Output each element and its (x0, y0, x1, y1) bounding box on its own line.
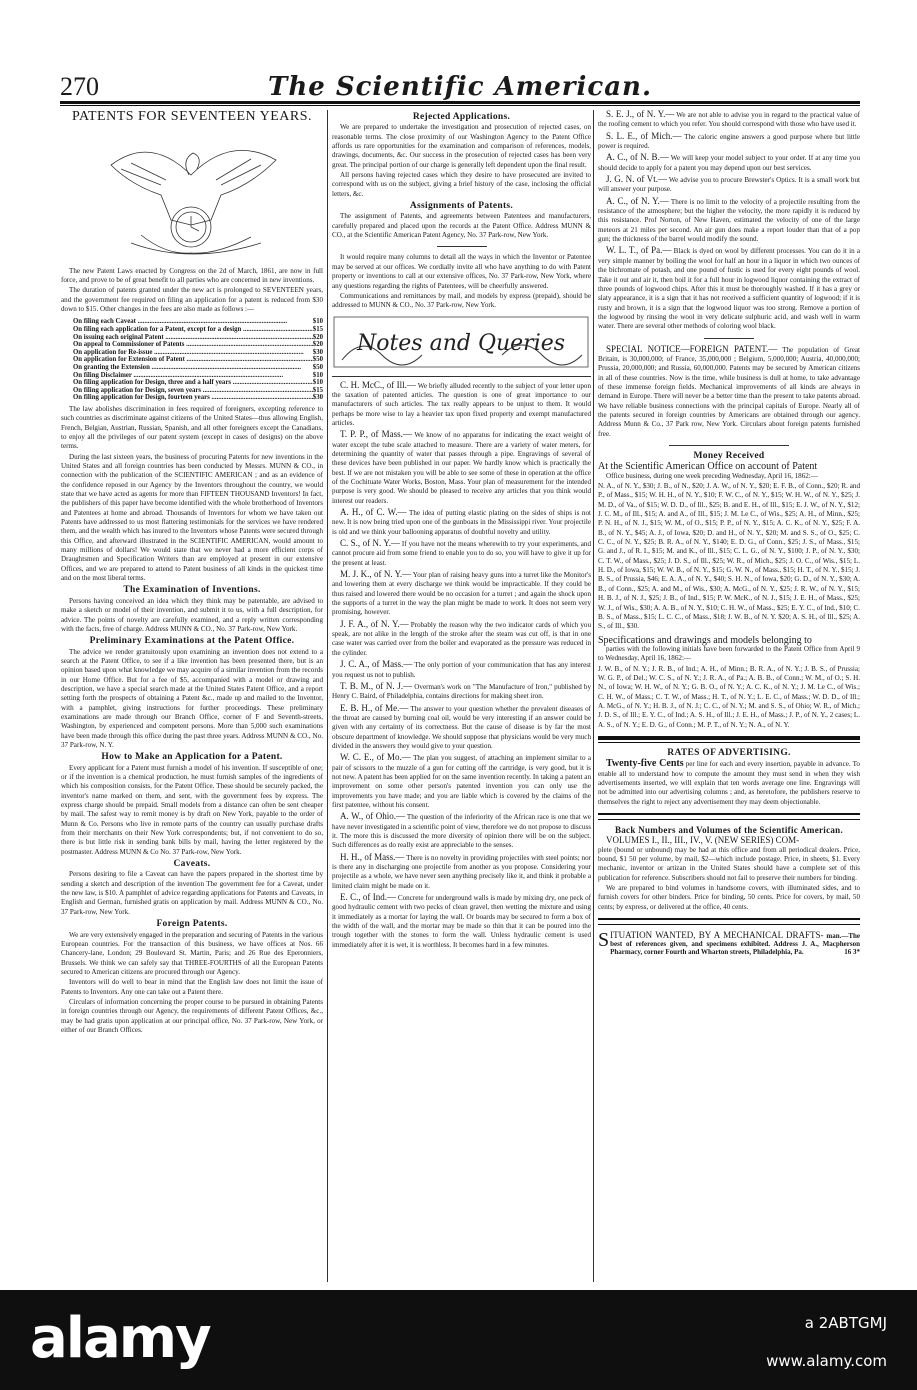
query-answer (332, 539, 591, 568)
query-correspondent: M. J. K., of N. Y.— (340, 569, 412, 580)
sections (332, 113, 591, 240)
column-3: S. E. J., of N. Y.— We are not able to advise you in regard to the practical value of the roofing cement to which you refer. You should correspond with those who have used it. S. L. E., of Mich.— The caloric engine answers a good purpose where but little power is required. A. C., of N. B.— We will keep your model subject to your order. If at any time you should decide to apply for a patent you may depend upon our best services. J. G. N. of Vt.— We advise you to procure Brewster's Optics. It is a small work but will answer your purpose. A. C., of N. Y.— There is no limit to the velocity of a projectile resulting from the resistance of the atmosphere; but the higher the velocity, the more rapidly it is reduced by this resistance. Prof Norton, of New Haven, estimated the velocity of one of the large meteors at 21 miles per second. An air gun does make a report louder than that of a pop gun; the thickness of the barrel would modify the sound. W. L. T., of Pa.— Black is dyed on wool by different processes. You can do it in a very simple manner by boiling the wool for half an hour in a liquor in which two ounces of the bichromate of potash, and one pound of fustic is used for every eight pounds of wool. Take it out and air it, then boil it for a full hour in logwood liquor containing the extract of three pounds of logwood chips. After this it must be thoroughly washed. If it has a grey or slaty appearance, it is a sign that it has not received a sufficient quantity of logwood; if it is rusty and brown, it is a sign that the logwood liquor was too strong. Remove a portion of the logwood by rinsing the wool in very delicate sulphuric acid, and wash well in warm water. There are several other methods of coloring wool black. SPECIAL NOTICE—FOREIGN PATENT.— The population of Great Britain, is 30,000,000; of France, 35,000,000 ; Belgium, 5,000,000; Austria, 40,000,000; Prussia, 20,000,000; and Russia, 60,000,000. Patents may be secured by American citizens in all of these countries. Now is the time, while business is dull at home, to take advantage of these immense foreign fields. Mechanical improvements of all kinds are always in demand in Europe. There will never be a better time than the present to take patents abroad. We have reliable business connections with the principal capitals of Europe. Nearly all of the patents secured in foreign countries by Americans are obtained through our agency. Address Munn & Co., 37 Park row, New York. Circulars about foreign patents furnished free. Money Received At the Scientific American Office on account of Patent Office business, during one week preceding Wednesday, April 16, 1862:— N. A., of N. Y., $30; J. B., of N., $20; J. A. W., of N. Y., $20; E. F. B., of Conn., $20; R. and P., of Mass., $15; W. H. H., of N. Y., $10; F. W. C., of N. Y., $15; W. H. W., of N. Y., $25; J. M. D., of Va., of $15; W. D. D., of Ill., $25; B. and E. H., of Ill., $15; E. J. W., of N. Y., $12; J. C. M., of Ill., $15; A. and A., of Ill., $15; J. M. Le C., of Wis., $25; A. H., of Minn., $25; P. N. H., of N. J., $15; W. M., of O., $15; P. P., of N. Y., $15; A. C. K., of N. Y., $25; F. A. B., of N. Y., $45; A. J., of Iowa, $20; D. and H., of N. Y., $20; M. and S. S., of O., $25; C. C. C., of N. Y., $25; B. R. A., of N. Y., $140; E. D. G., of Conn., $25; J. S., of Mass., $15; G. and J., of R. I., $15; M. and K., of Ill., $15; C. L. G., of N. Y., $100; J. P., of N. Y., $30; C. T. W., of Mass., $25; J. D. S., of Ill., $25; W. R., of Mich., $25; J. O. C., of Wis., $15; L. H. D., of Iowa, $15; W. W. B., of N. Y., $15; G. W. N., of Mass., $15; H. T., of N. Y., $15; J. B. S., of Prussia, $46; E. A. A., of N. Y., $40; S. H. N., of Iowa, $20; G. D., of N. Y., $30; A. B., of Conn., $25; A. and M., of Wis., $30; A. McG., of N. Y., $25; J. R. W., of N. Y., $15; H. B. J., of N. J., $25; J. B., of Ind., $15; P. W. McK., of N. J., $15; J. E. H., of Mass., $25; W. J., of Wis., $30; A. A. B., of N. Y., $10; C. H. W., of Mass., $25; E. Y. C., of Ind., $10; C. B. S., of Mass., $15; L. C. C., of Mass., $18; J. W. B., of N. Y. $20; A. S. H., of Ill., $25; A. S., of Ill., $30. Specifications and drawings and models belonging to parties with the following initials have been forwarded to the Patent Office from April 9 to Wednesday, April 16, 1862:— J. W. B., of N. Y.; J. R. B., of Ind.; A. H., of Minn.; B. R. A., of N. Y.; J. B. S., of Prussia; W. G. P., of Del.; W. C. S., of N. Y.; J. R. A., of Pa.; A. B. B., of Conn.; W. M., of O.; S. H. N., of Iowa; W. H. W., of N. Y.; G. B. O., of N. Y.; A. C. K., of N. Y.; J. M. Le C., of Wis.; C. H. W., of Mass.; C. T. W., of Mass.; H. T., of N. Y.; L. E. C., of Mass.; W. D. D., of Ill.; A. McG., of N. Y.; H. B. J., of N. J.; C. C., of N. Y.; M. and S. S., of Ohio; W. R., of Mich.; J. D. S., of Ill.; E. Y. C., of Ind.; A. S. H., of Ill.; J. E. H., of Mass.; J. P., of N. Y., 2 cases; L. A. S., of N. Y.; E. D. G., of Conn.; M. P. T., of N. Y.; N. A., of N. Y. RATES OF ADVERTISING. Twenty-five Cents per line for each and every insertion, payable in advance. To enable all to understand how to compute the amount they must send in when they wish advertisements inserted, we will explain that ten words average one line. Engravings will not be admitted into our advertising columns ; and, as heretofore, the publishers reserve to themselves the right to reject any advertisement they may deem objectionable. Back Numbers and Volumes of the Scientific American. VOLUMES I., II., III., IV., V. (NEW SERIES) COM- plete (bound or unbound) may be had at this office and from all periodical dealers. Price, bound, $1 50 per volume, by mail, $2—which include postage. Price, in sheets, $1. Every mechanic, inventor or artizan in the United States should have a complete set of this publication for reference. Subscribers should not fail to preserve their numbers for binding. We are prepared to bind volumes in handsome covers, with illuminated sides, and to furnish covers for other binders. Price for binding, 50 cents. Price for covers, by mail, 50 cents; by express, or delivered at the office, 40 cents. S ITUATION WANTED, BY A MECHANICAL DRAFTS- man.—The best of references given, and specimens exhibited. Address J. A., Macpherson Pharmacy, corner Fourth and Wharton streets, Philadelphia, Pa. 16 3* (593, 110, 860, 1282)
query-text: The idea of putting elastic plating on the sides of ships is not new. It is now being tried upon one of the gunboats in the Mississippi river. Your projectile is old and we think your ballooning apparatus of doubtful novelty and utility. (332, 509, 591, 536)
query-correspondent: A. C., of N. B.— (606, 152, 669, 163)
divider (704, 338, 754, 339)
fee-amount: $20 (312, 341, 323, 349)
fee-description: On issuing each original Patent ..... (73, 334, 313, 342)
fee-description: On filing application for Design, seven years ..... (73, 387, 313, 395)
notes-and-queries-banner (332, 315, 591, 377)
money-list: N. A., of N. Y., $30; J. B., of N., $20; J. A. W., of N. Y., $20; E. F. B., of Conn., $20; R. and P., of Mass., $15; W. H. H., of N. Y., $10; F. W. C., of N. Y., $15; W. H. W., of N. Y., $25; J. M. D., of Va., of $15; W. D. D., of Ill., $25; B. and E. H., of Ill., $15; E. J. W., of N. Y., $12; J. C. M., of Ill., $15; A. and A., of Ill., $15; J. M. Le C., of Wis., $25; A. H., of Minn., $25; P. N. H., of N. J., $15; W. M., of O., $15; P. P., of N. Y., $15; A. C. K., of N. Y., $25; F. A. B., of N. Y., $45; A. J., of Iowa, $20; D. and H., of N. Y., $20; M. and S. S., of O., $25; C. C. C., of N. Y., $25; B. R. A., of N. Y., $140; E. D. G., of Conn., $25; J. S., of Mass., $15; G. and J., of R. I., $15; M. and K., of Ill., $15; C. L. G., of N. Y., $100; J. P., of N. Y., $30; C. T. W., of Mass., $25; J. D. S., of Ill., $25; W. R., of Mich., $25; J. O. C., of Wis., $15; L. H. D., of Iowa, $15; W. W. B., of N. Y., $15; G. W. N., of Mass., $15; H. T., of N. Y., $15; J. B. S., of Prussia, $46; E. A. A., of N. Y., $40; S. H. N., of Iowa, $20; G. D., of N. Y., $30; A. B., of Conn., $25; A. and M., of Wis., $30; A. McG., of N. Y., $25; J. R. W., of N. Y., $15; H. B. J., of N. J., $25; J. B., of Ind., $15; P. W. McK., of N. J., $15; J. E. H., of Mass., $25; W. J., of Wis., $30; A. A. B., of N. Y., $10; C. H. W., of Mass., $25; E. Y. C., of Ind., $10; C. B. S., of Mass., $15; L. C. C., of Mass., $18; J. W. B., of N. Y. $20; A. S. H., of Ill., $25; A. S., of Ill., $30. (598, 482, 860, 631)
fee-description: On filing application for Design, three and a half years ..... (73, 379, 313, 387)
section-heading: Preliminary Examinations at the Patent Office. (89, 636, 295, 647)
query-correspondent: J. C. A., of Mass.— (340, 659, 413, 670)
query-correspondent: S. E. J., of N. Y.— (606, 110, 675, 119)
query-answer (332, 381, 591, 429)
section-paragraph: Every applicant for a Patent must furnish a model of his invention. If susceptible of one; or if the invention is a chemical production, he must furnish samples of the ingredients of which his composition consists, for the Patent Office. These should be securely packed, the inventor's name marked on them, and sent, with the government fees by express. The express charge should be prepaid. Small models from a distance can often be sent cheaper by mail. The safest way to remit money is by draft on New York, payable to the order of Munn & Co. Persons who live in remote parts of the country can usually purchase drafts from their merchants on their New York correspondents; but, if not convenient to do so, there is but little risk in sending bank bills by mail, having the letter registered by the postmaster. Address MUNN & Co No. 37 Park-row, New York. (61, 763, 323, 856)
thick-rule (598, 736, 860, 743)
header-rule (60, 101, 860, 106)
query-answer (332, 704, 591, 752)
section-paragraph: Inventors will do well to bear in mind that the English law does not limit the issue of Patents to Inventors. Any one can take out a Patent there. (61, 978, 323, 996)
fee-row (73, 364, 323, 372)
fee-amount: $50 (312, 363, 323, 371)
query-correspondent: J. F. A., of N. Y.— (340, 618, 409, 629)
query-text: The question of the inferiority of the African race is one that we have never investigated in a scientific point of view, therefore we do not propose to discuss it. The more this is discussed the more diversity of opinion there will be on the subject. Such differences as do really exist are appreciable to the senses. (332, 813, 591, 850)
fee-row (73, 379, 323, 387)
query-text: The caloric engine answers a good purpose where but little power is required. (598, 132, 860, 151)
image-id: a 2ABTGMJ www.alamy.com (766, 1314, 887, 1370)
fee-row (73, 387, 323, 395)
query-answer (598, 246, 860, 331)
query-text: Your plan of raising heavy guns into a turret like the Monitor's and lowering them at every discharge we think would be impracticable. If they could be thus raised and lowered there would be no occasion for a turret ; and again the shock upon the supports of a turret in the way the plan might be made to work. It does not seem very promising, however. (332, 571, 591, 617)
section-paragraph: The assignment of Patents, and agreements between Patentees and manufacturers, carefully prepared and placed upon the records at the Patent Office. Address MUNN & CO., at the Scientific American Patent Agency, No. 37 Park-row, New York. (332, 212, 591, 240)
query-correspondent: S. L. E., of Mich.— (606, 130, 682, 141)
section-heading: Assignments of Patents. (409, 201, 514, 212)
query-answer (332, 893, 591, 950)
query-text: Probably the reason why the two indicator cards of which you speak, are not alike in the length of the stroke after the steam was cut off, is that in one case water was carried over from the boiler and evaporated as the pressure was reduced in the cylinder. (332, 620, 591, 657)
query-answer (332, 812, 591, 850)
query-answer (598, 132, 860, 152)
query-text: We know of no apparatus for indicating the exact weight of water except the tube scale attached to measure. There are a variety of water meters, for determining the quantity of water that passes through a pipe. Engravings of several of these devices have been published in our paper. We hardly know which is practically the best. If we are not mistaken you will be able to see some of these in operation at the office of the Cochituate Water Works, Boston, Mass. Your plan of measurement for the intended purpose is very good. We should be pleased to receive any articles that you think would interest our readers. (332, 431, 591, 505)
money-lead: At the Scientific American Office on account of Patent (598, 461, 818, 473)
back-numbers-heading: Back Numbers and Volumes of the Scientific American. (614, 825, 844, 836)
query-answer (332, 853, 591, 891)
rates-text: Twenty-five Cents per line for each and every insertion, payable in advance. To enable all to understand how to compute the amount they must send in when they wish advertisements inserted, we will explain that ten words average one line. Engravings will not be admitted into our advertising columns ; and, as heretofore, the publishers reserve to themselves the right to reject any advertisement they may deem objectionable. (598, 758, 860, 806)
fee-row (73, 334, 323, 342)
query-answer (598, 153, 860, 173)
divider (437, 246, 487, 247)
fee-row (73, 394, 323, 402)
rates-heading: RATES OF ADVERTISING. (667, 747, 791, 758)
page-number: 270 (60, 72, 99, 101)
section-paragraph: Circulars of information concerning the proper course to be pursued in obtaining Patents in foreign countries through our Agency, the requirements of different Patent Offices, &c., may be had gratis upon application at our principal office, No. 37 Park-row, New York, or either of our Branch Offices. (61, 997, 323, 1034)
fee-description: On filing Disclaimer ..... (73, 372, 313, 380)
fee-amount: $10 (312, 379, 323, 387)
query-text: We will keep your model subject to your order. If at any time you should decide to apply for a patent you may depend upon our best services. (598, 154, 860, 172)
section-heading: Foreign Patents. (156, 919, 228, 930)
fee-row (73, 326, 323, 334)
ornament-divider (669, 445, 789, 446)
fee-amount: $50 (312, 356, 323, 364)
masthead: The Scientific American. (267, 72, 653, 102)
section-paragraph: We are very extensively engaged in the preparation and securing of Patents in the various European countries. For the transaction of this business, we have offices at Nos. 66 Chancery-lane, London; 29 Boulevard St. Martin, Paris; and 26 Rue des Eperonniers, Brussels. We think we can safely say that THREE-FOURTHS of all the European Patents secured to American citizens are procured through our Agency. (61, 930, 323, 976)
query-correspondent: A. W., of Ohio.— (340, 811, 405, 822)
query-correspondent: J. G. N. of Vt.— (606, 174, 667, 185)
eagle-illustration (61, 125, 323, 263)
query-text: We are not able to advise you in regard to the practical value of the roofing cement to which you refer. You should correspond with those who have used it. (598, 111, 860, 129)
rule (598, 813, 860, 820)
fee-amount: $10 (312, 318, 323, 326)
rule (598, 918, 860, 925)
query-correspondent: W. C. E., of Mo.— (340, 752, 411, 763)
situation-wanted-ad: S ITUATION WANTED, BY A MECHANICAL DRAFTS- man.—The best of references given, and specimens exhibited. Address J. A., Macpherson Pharmacy, corner Fourth and Wharton streets, Philadelphia, Pa. 16 3* (598, 929, 860, 957)
query-text: We advise you to procure Brewster's Optics. It is a small work but will answer your purpose. (598, 176, 860, 194)
column-2: Rejected Applications. We are prepared to undertake the investigation and prosecution of rejected cases, on reasonable terms. The close proximity of our Washington Agency to the Patent Office affords us rare opportunities for the examination and comparison of references, models, drawings, documents, &c. Our success in the prosecution of rejected cases has been very great. The principal portion of our charge is generally left dependent upon the final result. All persons having rejected cases which they desire to have prosecuted are invited to correspond with us on the subject, giving a brief history of the case, inclosing the official letters, &c. Assignments of Patents. The assignment of Patents, and agreements between Patentees and manufacturers, carefully prepared and placed upon the records at the Patent Office. Address MUNN & CO., at the Scientific American Patent Agency, No. 37 Park-row, New York. It would require many columns to detail all the ways in which the Inventor or Patentee may be served at our offices. We cordially invite all who have anything to do with Patent property or inventions to call at our extensive offices, No. 37 Park-row, New York, where any questions regarding the rights of Patentees, will be cheerfully answered. Communications and remittances by mail, and models by express (prepaid), should be addressed to MUNN & CO., No. 37 Park-row, New York. Notes and Queries C. H. McC., of Ill.— We briefly alluded recently to the subject of your letter upon the taxation of patented articles. The question is one of great importance to our manufacturers of such articles. The tax really appears to be unjust to them. It would perhaps be more wise to lay a heavier tax upon fixed property and exempt manufactured articles. T. P. P., of Mass.— We know of no apparatus for indicating the exact weight of water except the tube scale attached to measure. There are a variety of water meters, for determining the quantity of water that passes through a pipe. Engravings of several of these devices have been published in our paper. We hardly know which is practically the best. If we are not mistaken you will be able to see some of these in operation at the office of the Cochituate Water Works, Boston, Mass. Your plan of measurement for the intended purpose is very good. We should be pleased to receive any articles that you think would interest our readers. A. H., of C. W.— The idea of putting elastic plating on the sides of ships is not new. It is now being tried upon one of the gunboats in the Mississippi river. Your projectile is old and we think your ballooning apparatus of doubtful novelty and utility. C. S., of N. Y.— If you have not the means wherewith to try your experiments, and cannot procure aid from some friend to enable you to do so, you will have to give it up for the present at least. M. J. K., of N. Y.— Your plan of raising heavy guns into a turret like the Monitor's and lowering them at every discharge we think would be impracticable. If they could be thus raised and lowered there would be no occasion for a turret ; and again the shock upon the supports of a turret in the way the plan might be made to work. It does not seem very promising, however. J. F. A., of N. Y.— Probably the reason why the two indicator cards of which you speak, are not alike in the length of the stroke after the steam was cut off, is that in one case water was carried over from the boiler and evaporated as the pressure was reduced in the cylinder. J. C. A., of Mass.— The only portion of your communication that has any interest you request us not to publish. T. B. M., of N. J.— Overman's work on "The Manufacture of Iron," published by Henry C. Baird, of Philadelphia, contains directions for making sheet iron. E. B. H., of Me.— The answer to your question whether the prevalent diseases of the throat are caused by burning coal oil, would be very interesting if an answer could be given with any certainty of its correctness. But the cause of disease is by far the most obscure department of knowledge. We should suppose that physicians would be very much divided in the answers they would give to your question. W. C. E., of Mo.— The plan you suggest, of attaching an implement similar to a pair of scissors to the muzzle of a gun for cutting off the cartridge, is very good, but it is not new. A patent has been applied for on the same invention recently. In taking a patent an improvement on some other person's patented invention you can only use the improvements you have made; and you are liable which is covered by the claims of the first patentee, without his consent. A. W., of Ohio.— The question of the inferiority of the African race is one that we have never investigated in a scientific point of view, therefore we do not propose to discuss it. The more this is discussed the more diversity of opinion there will be on the subject. Such differences as do really exist are appreciable to the senses. H. H., of Mass.— There is no novelty in providing projectiles with steel points; nor is there any in discharging one projectile from another as you propose. Considering your projectile as a whole, we have never seen anything precisely like it, and think it probable a limited claim might be made on it. E. C., of Ind.— Concrete for underground walls is made by mixing dry, one peck of good hydraulic cement with two pecks of clean gravel, then wetting the mixture and using it immediately as a mortar for laying the wall. Or boards may be secured to form a box of the width of the wall, and the mortar may be made so thin that it can be poured into the trough together with the stones to form the wall. Unless hydraulic cement is used immediately after it is wet, it is worthless. It becomes hard in a few minutes. (327, 110, 591, 1282)
query-answer (598, 110, 860, 130)
query-correspondent: W. L. T., of Pa.— (606, 245, 672, 256)
section-heading: How to Make an Application for a Patent. (101, 752, 283, 763)
notes-title: Notes and Queries (356, 330, 566, 356)
section-heading: Rejected Applications. (412, 112, 511, 122)
special-notice: SPECIAL NOTICE—FOREIGN PATENT.— The population of Great Britain, is 30,000,000; of France, 35,000,000 ; Belgium, 5,000,000; Austria, 40,000,000; Prussia, 20,000,000; and Russia, 60,000,000. Patents may be secured by American citizens in all of these countries. Now is the time, while business is dull at home, to take advantage of these immense foreign fields. Mechanical improvements of all kinds are always in demand in Europe. There will never be a better time than the present to take patents abroad. We have reliable business connections with the principal capitals of Europe. Nearly all of the patents secured in foreign countries by Americans are obtained through our agency. Address Munn & Co., 37 Park row, New York. Circulars about foreign patents furnished free. (598, 343, 860, 438)
section-paragraph: The advice we render gratuitously upon examining an invention does not extend to a search at the Patent Office, to see if a like invention has been presented there, but is an opinion based upon what knowledge we may acquire of a similar invention from the records in our Home Office. But for a fee of $5, accompanied with a model or drawing and description, we have a special search made at the United States Patent Office, and a report setting forth the prospects of obtaining a Patent &c., made up and mailed to the Inventor, with a pamphlet, giving instructions for further proceedings. These preliminary examinations are made through our Branch Office, corner of F and Seventh-streets, Washington, by experienced and competent persons. More than 5,000 such examinations have been made through this office during the past three years. Address MUNN & CO., No. 37 Park-row, N. Y. (61, 647, 323, 749)
section-paragraph: Persons desiring to file a Caveat can have the papers prepared in the shortest time by sending a sketch and description of the invention The government fee for a Caveat, under the new law, is $10. A pamphlet of advice regarding applications for Patents and Caveats, in English and German, furnished gratis on application by mail. Address MUNN & CO., No. 37 Park-row, New York. (61, 870, 323, 916)
query-text: The answer to your question whether the prevalent diseases of the throat are caused by burning coal oil, would be very interesting if an answer could be given with any certainty of its correctness. But the cause of disease is by far the most obscure department of knowledge. We should suppose that physicians would be very much divided in the answers they would give to your question. (332, 704, 591, 750)
fee-description: On filing each application for a Patent, except for a design ..... (73, 326, 313, 334)
fee-description: On application for Extension of Patent ..... (73, 356, 313, 364)
query-correspondent: C. H. McC., of Ill.— (340, 379, 416, 390)
spec-lead: Specifications and drawings and models belonging to (598, 634, 812, 646)
fee-amount: $30 (312, 348, 323, 356)
query-text: Concrete for underground walls is made by mixing dry, one peck of good hydraulic cement with two pecks of clean gravel, then wetting the mixture and using it immediately as a mortar for laying the wall. Or boards may be secured to form a box of the width of the wall, and the mortar may be made so thin that it can be poured into the trough together with the stones to form the wall. Unless hydraulic cement is used immediately after it is wet, it is worthless. It becomes hard in a few minutes. (332, 894, 591, 949)
fee-amount: $30 (312, 394, 323, 402)
fee-description: On granting the Extension ..... (73, 364, 313, 372)
query-correspondent: E. B. H., of Me.— (340, 702, 409, 713)
query-text: The only portion of your communication that has any interest you request us not to publish. (332, 661, 591, 679)
query-correspondent: T. P. P., of Mass.— (340, 429, 412, 440)
watermark-bar (0, 1290, 917, 1390)
query-answer (332, 430, 591, 506)
fee-description: On filing application for Design, fourteen years ..... (73, 394, 313, 402)
query-answer (332, 660, 591, 680)
alamy-logo: alamy (30, 1306, 210, 1371)
query-correspondent: A. H., of C. W.— (340, 507, 407, 517)
section-heading: The Examination of Inventions. (123, 585, 261, 596)
query-answer (332, 682, 591, 702)
fee-amount: $15 (312, 386, 323, 394)
query-text: There is no limit to the velocity of a projectile resulting from the resistance of the atmosphere; but the higher the velocity, the more rapidly it is reduced by this resistance. Prof Norton, of New Haven, estimated the velocity of one of the large meteors at 21 miles per second. An air gun does make a report louder than that of a pop gun; the thickness of the barrel would modify the sound. (598, 197, 860, 244)
fee-amount: $20 (312, 333, 323, 341)
fee-row (73, 341, 323, 349)
fee-amount: $10 (312, 371, 323, 379)
query-answer (598, 197, 860, 245)
query-answer (332, 508, 591, 537)
query-text: The plan you suggest, of attaching an implement similar to a pair of scissors to the muzzle of a gun for cutting off the cartridge, is very good, but it is not new. A patent has been applied for on the same invention recently. In taking a patent an improvement on some other person's patented invention you can only use the improvements you have made; and you are liable which is covered by the claims of the first patentee, without his consent. (332, 754, 591, 809)
section-heading: Caveats. (173, 859, 211, 870)
query-correspondent: E. C., of Ind.— (340, 892, 397, 903)
fee-description: On appeal to Commissioner of Patents ..... (73, 341, 313, 349)
ornamental-title-icon (332, 315, 590, 375)
section-paragraph: All persons having rejected cases which they desire to have prosecuted are invited to correspond with us on the subject, giving a brief history of the case, inclosing the official letters, &c. (332, 171, 591, 198)
column-1: PATENTS FOR SEVENTEEN YEARS. The new Patent Laws enacted by Congress on the 2d of March, 1861, are now in full force, and prove to be of great benefit to all parties who are concerned in new inventions. The duration of patents granted under the new act is prolonged to SEVENTEEN years, and the government fee required on filing an application for a patent is reduced from $30 down to $15. Other changes in the fees are also made as follows :— On filing each Caveat ..... $10 On filing each application for a Patent, except for a design ..... $15 On issuing each original Patent ..... $20 On appeal to Commissioner of Patents ..... $20 On application for Re-issue ..... $30 On application for Extension of Patent ..... $50 On granting the Extension ..... $50 On filing Disclaimer ..... $10 On filing application for Design, three and a half years ..... $10 On filing application for Design, seven years ..... $15 On filing application for Design, fourteen years ..... $30 The law abolishes discrimination in fees required of foreigners, excepting reference to such countries as discriminate against citizens of the United States—thus allowing English, French, Belgian, Austrian, Russian, Spanish, and all other foreigners except the Canadians, to enjoy all the privileges of our patent system (except in cases of designs) on the above terms. During the last sixteen years, the business of procuring Patents for new inventions in the United States and all foreign countries has been conducted by Messrs. MUNN & CO., in connection with the publication of the SCIENTIFIC AMERICAN ; and as an evidence of the confidence reposed in our Agency by the Inventors throughout the country, we would state that we have acted as agents for more than FIFTEEN THOUSAND Inventors! In fact, the publishers of this paper have become identified with the whole brotherhood of Inventors and Patentees at home and abroad. Thousands of Inventors for whom we have taken out Patents have addressed to us most flattering testimonials for the services we have rendered them, and the wealth which has inured to the Inventors whose Patents were secured through this Office, and afterward illustrated in the SCIENTIFIC AMERICAN, would amount to many millions of dollars! We would state that we never had a more efficient corps of Draughtsmen and Specification Writers than are employed at present in our extensive Offices, and we are prepared to attend to Patent business of all kinds in the quickest time and on the most liberal terms. The Examination of Inventions. Persons having conceived an idea which they think may be patentable, are advised to make a sketch or model of their invention, and submit it to us, with a full description, for advice. The points of novelty are carefully examined, and a reply written corresponding with the facts, free of charge. Address MUNN & CO., No. 37 Park-row, New York. Preliminary Examinations at the Patent Office. The advice we render gratuitously upon examining an invention does not extend to a search at the Patent Office, to see if a like invention has been presented there, but is an opinion based upon what knowledge we may acquire of a similar invention from the records in our Home Office. But for a fee of $5, accompanied with a model or drawing and description, we have a special search made at the United States Patent Office, and a report setting forth the prospects of obtaining a Patent &c., made up and mailed to the Inventor, with a pamphlet, giving instructions for further proceedings. These preliminary examinations are made through our Branch Office, corner of F and Seventh-streets, Washington, by experienced and competent persons. More than 5,000 such examinations have been made through this office during the past three years. Address MUNN & CO., No. 37 Park-row, N. Y. How to Make an Application for a Patent. Every applicant for a Patent must furnish a model of his invention. If susceptible of one; or if the invention is a chemical production, he must furnish samples of the ingredients of which his composition consists, for the Patent Office. These should be securely packed, the inventor's name marked on them, and sent, with the government fees by express. The express charge should be prepaid. Small models from a distance can often be sent cheaper by mail. The safest way to remit money is by draft on New York, payable to the order of Munn & Co. Persons who live in remote parts of the country can usually purchase drafts from their merchants on their New York correspondents; but, if not convenient to do so, there is but little risk in sending bank bills by mail, having the letter registered by the postmaster. Address MUNN & Co No. 37 Park-row, New York. Caveats. Persons desiring to file a Caveat can have the papers prepared in the shortest time by sending a sketch and description of the invention The government fee for a Caveat, under the new law, is $10. A pamphlet of advice regarding applications for Patents and Caveats, in English and German, furnished gratis on application by mail. Address MUNN & CO., No. 37 Park-row, New York. Foreign Patents. We are very extensively engaged in the preparation and securing of Patents in the various European countries. For the transaction of this business, we have offices at Nos. 66 Chancery-lane, London; 29 Boulevard St. Martin, Paris; and 26 Rue des Eperonniers, Brussels. We think we can safely say that THREE-FOURTHS of all the European Patents secured to American citizens are procured through our Agency. Inventors will do well to bear in mind that the English law does not limit the issue of Patents to Inventors. Any one can take out a Patent there. Circulars of information concerning the proper course to be pursued in obtaining Patents in foreign countries through our Agency, the requirements of different Patent Offices, &c., may be had gratis upon application at our principal office, No. 37 Park-row, New York, or either of our Branch Offices. (61, 110, 323, 1282)
money-heading: Money Received (693, 451, 765, 461)
query-answer (332, 570, 591, 618)
query-text: We briefly alluded recently to the subject of your letter upon the taxation of patented articles. The question is one of great importance to our manufacturers of such articles. The tax really appears to be unjust to them. It would perhaps be more wise to lay a heavier tax upon fixed property and exempt manufactured articles. (332, 381, 591, 427)
spec-list: J. W. B., of N. Y.; J. R. B., of Ind.; A. H., of Minn.; B. R. A., of N. Y.; J. B. S., of Prussia; W. G. P., of Del.; W. C. S., of N. Y.; J. R. A., of Pa.; A. B. B., of Conn.; W. M., of O.; S. H. N., of Iowa; W. H. W., of N. Y.; G. B. O., of N. Y.; A. C. K., of N. Y.; J. M. Le C., of Wis.; C. H. W., of Mass.; C. T. W., of Mass.; H. T., of N. Y.; L. E. C., of Mass.; W. D. D., of Ill.; A. McG., of N. Y.; H. B. J., of N. J.; C. C., of N. Y.; M. and S. S., of Ohio; W. R., of Mich.; J. D. S., of Ill.; E. Y. C., of Ind.; A. S. H., of Ill.; J. E. H., of Mass.; J. P., of N. Y., 2 cases; L. A. S., of N. Y.; E. D. G., of Conn.; M. P. T., of N. Y.; N. A., of N. Y. (598, 664, 860, 729)
fee-row (73, 318, 323, 326)
fee-row (73, 356, 323, 364)
query-answer (332, 620, 591, 658)
sections (61, 586, 323, 1035)
query-correspondent: T. B. M., of N. J.— (340, 680, 413, 691)
query-answer (598, 175, 860, 195)
fee-amount: $15 (312, 326, 323, 333)
fee-table (73, 318, 323, 402)
query-correspondent: H. H., of Mass.— (340, 851, 405, 862)
back-lead: VOLUMES I., II., III., IV., V. (NEW SERIES) COM- (606, 835, 800, 846)
article-title: PATENTS FOR SEVENTEEN YEARS. (71, 110, 313, 124)
section-paragraph: We are prepared to undertake the investigation and prosecution of rejected cases, on reasonable terms. The close proximity of our Washington Agency to the Patent Office affords us rare opportunities for the examination and comparison of references, models, drawings, documents, &c. Our success in the prosecution of rejected cases has been very great. The principal portion of our charge is generally left dependent upon the final result. (332, 123, 591, 169)
query-text: Overman's work on "The Manufacture of Iron," published by Henry C. Baird, of Philadelphia, contains directions for making sheet iron. (332, 682, 591, 701)
query-answer (332, 753, 591, 810)
query-text: Black is dyed on wool by different processes. You can do it in a very simple manner by boiling the wool for half an hour in a liquor in which two ounces of the bichromate of potash, and one pound of fustic is used for every eight pounds of wool. Take it out and air it, then boil it for a full hour in logwood liquor containing the extract of three pounds of logwood chips. After this it must be thoroughly washed. If it has a grey or slaty appearance, it is a sign that it has not received a sufficient quantity of logwood; if it is rusty and brown, it is a sign that the logwood liquor was too strong. Remove a portion of the logwood by rinsing the wool in very delicate sulphuric acid, and wash well in warm water. There are several other methods of coloring wool black. (598, 247, 860, 331)
query-text: There is no novelty in providing projectiles with steel points; nor is there any in discharging one projectile from another as you propose. Considering your projectile as a whole, we have never seen anything precisely like it, and think it probable a limited claim might be made on it. (332, 853, 591, 890)
section-paragraph: Persons having conceived an idea which they think may be patentable, are advised to make a sketch or model of their invention, and submit it to us, with a full description, for advice. The points of novelty are carefully examined, and a reply written corresponding with the facts, free of charge. Address MUNN & CO., No. 37 Park-row, New York. (61, 596, 323, 633)
intro-text: The new Patent Laws enacted by Congress on the 2d of March, 1861, are now in full force, and prove to be of great benefit to all parties who are concerned in new inventions. The duration of patents granted under the new act is prolonged to SEVENTEEN years, and the government fee required on filing an application for a patent is reduced from $30 down to $15. Other changes in the fees are also made as follows :— (61, 266, 323, 314)
fee-description: On filing each Caveat ..... (73, 318, 313, 326)
query-correspondent: A. C., of N. Y.— (606, 195, 669, 206)
queries (332, 381, 591, 951)
queries (598, 110, 860, 332)
fee-row (73, 349, 323, 357)
fee-row (73, 372, 323, 380)
fee-description: On application for Re-issue ..... (73, 349, 313, 357)
query-text: If you have not the means wherewith to try your experiments, and cannot procure aid from some friend to enable you to do so, you will have to give it up for the present at least. (332, 540, 591, 567)
query-correspondent: C. S., of N. Y.— (340, 538, 400, 549)
